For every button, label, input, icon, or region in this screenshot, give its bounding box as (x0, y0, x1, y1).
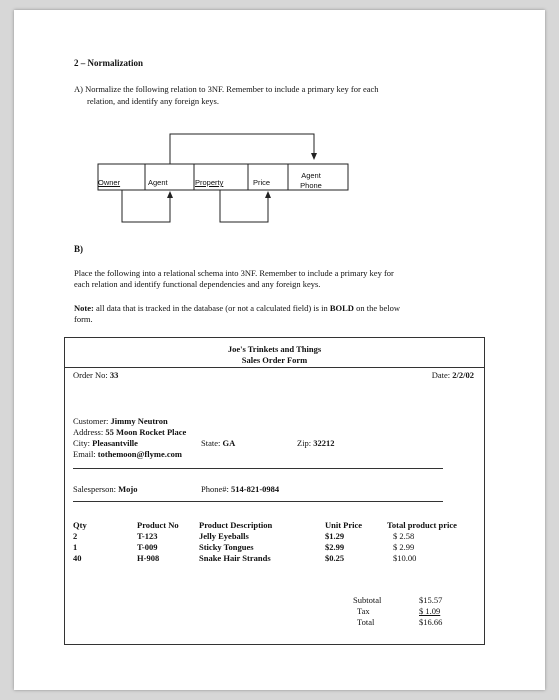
form-title: Joe's Trinkets and Things (227, 344, 322, 354)
salesperson-value: Mojo (118, 484, 138, 494)
attr-price: Price (253, 178, 271, 187)
email-label: Email: (73, 449, 96, 459)
row3-qty: 40 (73, 553, 82, 563)
attr-agent: Agent (148, 178, 168, 187)
part-b-line2: each relation and identify functional dependencies and any foreign keys. (74, 279, 321, 289)
row1-total: $ 2.58 (393, 531, 415, 541)
tax-value: $ 1.09 (419, 606, 441, 616)
subtotal-value: $15.57 (419, 595, 443, 605)
form-divider-top (65, 367, 484, 368)
phone-value: 514-821-0984 (231, 484, 280, 494)
email-value: tothemoon@flyme.com (97, 449, 182, 459)
customer-value: Jimmy Neutron (110, 416, 168, 426)
note-line2: form. (74, 314, 93, 324)
salesperson-label: Salesperson: (73, 484, 116, 494)
zip-value: 32212 (313, 438, 335, 448)
customer-label: Customer: (73, 416, 109, 426)
header-qty: Qty (73, 520, 87, 530)
row3-description: Snake Hair Strands (199, 553, 271, 563)
phone-line (201, 484, 279, 494)
phone-label: Phone#: (201, 484, 229, 494)
note-label: Note: (74, 303, 94, 313)
subtotal-label: Subtotal (353, 595, 382, 605)
state-line (201, 438, 235, 448)
address-line (73, 427, 186, 437)
attr-agent-phone-line1: Agent (301, 171, 321, 180)
attr-owner: Owner (98, 178, 121, 187)
row3-product-no: H-908 (137, 553, 160, 563)
part-a-line1: A) Normalize the following relation to 3NF. Remember to include a primary key for each (74, 84, 379, 94)
address-value: 55 Moon Rocket Place (105, 427, 187, 437)
row1-product-no: T-123 (137, 531, 158, 541)
bottom-dependency-arrow-1 (122, 190, 173, 222)
bottom-dependency-arrow-2 (220, 190, 271, 222)
city-value: Pleasantville (92, 438, 138, 448)
date-value: 2/2/02 (452, 370, 474, 380)
note-text-1: all data that is tracked in the database (or not a calculated field) is in (93, 303, 330, 313)
part-a-line2: relation, and identify any foreign keys. (87, 96, 219, 106)
row3-total: $10.00 (393, 553, 417, 563)
note-line1 (74, 303, 400, 313)
order-value: 33 (109, 370, 119, 380)
header-total: Total product price (387, 520, 457, 530)
row2-total: $ 2.99 (393, 542, 415, 552)
header-product-no: Product No (137, 520, 179, 530)
note-text-2: on the below (353, 303, 400, 313)
order-label: Order No: (73, 370, 108, 380)
order-number (73, 370, 118, 380)
date-label: Date: (431, 370, 451, 380)
city-label: City: (73, 438, 91, 448)
part-b-label: B) (74, 244, 83, 254)
header-description: Product Description (199, 520, 273, 530)
state-label: State: (201, 438, 221, 448)
row1-description: Jelly Eyeballs (199, 531, 249, 541)
row2-description: Sticky Tongues (199, 542, 254, 552)
form-divider-sales (73, 501, 443, 502)
zip-label: Zip: (297, 438, 312, 448)
order-date (432, 370, 474, 380)
header-unit-price: Unit Price (325, 520, 363, 530)
sales-order-form (64, 337, 485, 645)
customer-line (73, 416, 168, 426)
zip-line (297, 438, 335, 448)
row1-qty: 2 (73, 531, 78, 541)
total-label: Total (357, 617, 375, 627)
part-b-line1: Place the following into a relational schema into 3NF. Remember to include a primary key for (74, 268, 394, 278)
row2-unit-price: $2.99 (325, 542, 345, 552)
form-divider-customer (73, 468, 443, 469)
form-subtitle: Sales Order Form (241, 355, 308, 365)
row1-unit-price: $1.29 (325, 531, 345, 541)
document-page (14, 10, 545, 690)
attr-agent-phone-line2: Phone (300, 181, 322, 190)
row3-unit-price: $0.25 (325, 553, 345, 563)
address-label: Address: (73, 427, 104, 437)
row2-product-no: T-009 (137, 542, 158, 552)
city-line (73, 438, 138, 448)
email-line (73, 449, 182, 459)
state-value: GA (222, 438, 236, 448)
total-value: $16.66 (419, 617, 443, 627)
tax-label: Tax (357, 606, 370, 616)
note-bold: BOLD (329, 303, 354, 313)
attr-property: Property (195, 178, 224, 187)
row2-qty: 1 (73, 542, 78, 552)
section-title: 2 – Normalization (74, 58, 143, 68)
top-dependency-arrow (170, 134, 317, 164)
salesperson-line (73, 484, 137, 494)
